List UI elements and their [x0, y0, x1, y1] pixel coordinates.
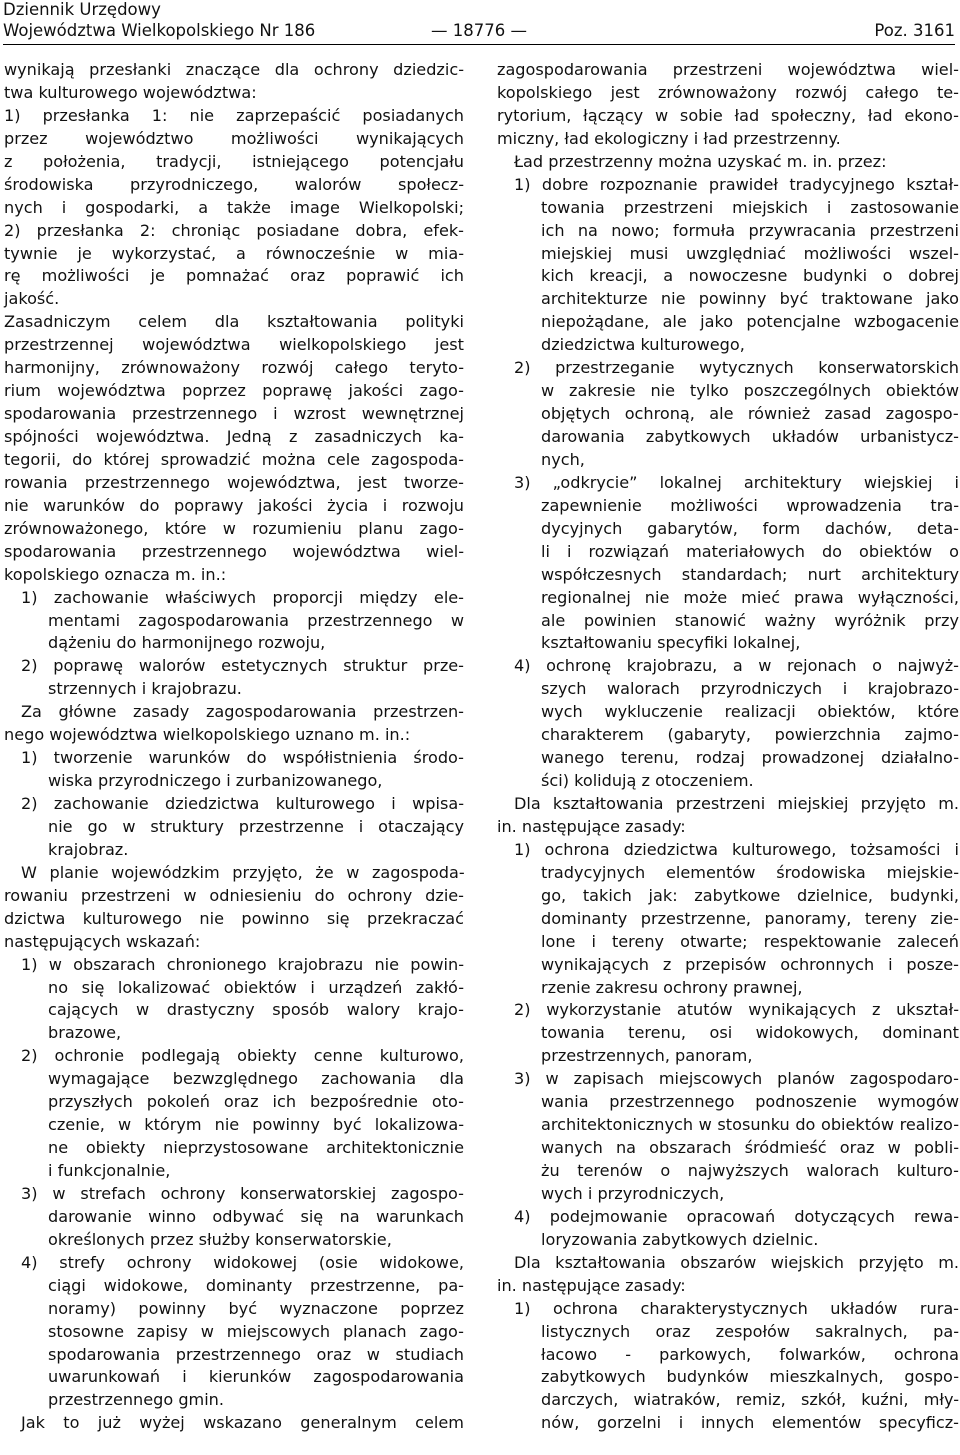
text-line: tegorii, do której sprowadzić można cele zagospoda-: [4, 449, 464, 469]
text-line: czenie, w którym nie powinny być lokalizowa-: [48, 1115, 464, 1135]
voivodeship-issue: Województwa Wielkopolskiego Nr 186: [3, 21, 316, 40]
text-line: jakość.: [4, 289, 60, 309]
text-line: darowanie winno odbywać się na warunkach: [48, 1206, 464, 1226]
text-line: 2) przestrzeganie wytycznych konserwatorskich: [514, 358, 959, 378]
text-line: współczesnych standardach; nurt architektury: [541, 564, 959, 584]
text-line: in. następujące zasady:: [497, 816, 686, 836]
text-line: nych,: [541, 449, 585, 469]
text-line: wych wykluczenie realizacji obiektów, które: [541, 702, 959, 722]
text-line: dominanty przestrzenne, panoramy, tereny zie-: [541, 908, 959, 928]
text-line: regionalnej nie może mieć prawa wyłączności,: [541, 587, 959, 607]
text-line: szych walorach przyrodniczych i krajobrazo-: [541, 679, 959, 699]
text-line: 4) podejmowanie opracowań dotyczących rewa-: [514, 1206, 959, 1226]
text-line: przestrzennych, panoram,: [541, 1046, 753, 1066]
text-line: 2) ochronie podlegają obiekty cenne kulturowo,: [21, 1046, 464, 1066]
text-line: wania przestrzennego podnoszenie wymogów: [541, 1092, 959, 1112]
text-line: in. następujące zasady:: [497, 1275, 686, 1295]
text-line: ich na nowo; formuła przywracania przestrzeni: [541, 220, 959, 240]
header-rule: [3, 44, 955, 45]
text-line: lone i tereny otwarte; respektowanie zaleceń: [541, 931, 959, 951]
text-line: towania przestrzeni miejskich i zastosowanie: [541, 197, 959, 217]
left-text-column: [4, 59, 464, 1435]
text-line: 3) w zapisach miejscowych planów zagospodaro-: [514, 1069, 959, 1089]
text-line: przestrzennego gmin.: [48, 1390, 225, 1410]
text-line: tradycyjnych elementów środowiska miejskie-: [541, 862, 959, 882]
text-line: wych i przyrodniczych,: [541, 1183, 725, 1203]
text-line: zrównoważonego, które w rozumieniu planu zago-: [4, 518, 464, 538]
text-line: w zakresie nie tylko poszczególnych obiektów: [541, 381, 959, 401]
text-line: 2) przesłanka 2: chroniąc posiadane dobra, efek-: [4, 220, 464, 240]
text-line: stosowne zapisy w miejscowych planach zago-: [48, 1321, 464, 1341]
text-line: ne obiekty nieprzystosowane architektonicznie: [48, 1138, 464, 1158]
text-line: Ład przestrzenny można uzyskać m. in. przez:: [514, 151, 887, 171]
right-text-column: [497, 59, 959, 1435]
text-line: twa kulturowego województwa:: [4, 82, 257, 102]
text-line: kopolskiego jest zrównoważony rozwój całego te-: [497, 82, 959, 102]
text-line: wanych na obszarach śródmieść oraz w pobli-: [541, 1138, 959, 1158]
text-line: zagospodarowania przestrzeni województwa wiel-: [497, 60, 959, 79]
text-line: listycznych oraz zespołów sakralnych, pa-: [541, 1321, 959, 1341]
text-line: noramy) powinny być wyznaczone poprzez: [48, 1298, 464, 1318]
text-line: przez województwo możliwości wynikających: [4, 128, 464, 148]
position-number: Poz. 3161: [874, 21, 955, 40]
text-line: kich kreacji, a nowoczesne budynki o dobrej: [541, 266, 959, 286]
text-line: nie warunków do poprawy jakości życia i rozwoju: [4, 495, 464, 515]
text-line: charakterem (gabaryty, powierzchnia zajmo-: [541, 725, 959, 745]
text-line: miejskiej musi uwzględniać możliwości wszel-: [541, 243, 959, 263]
text-line: 1) zachowanie właściwych proporcji między ele-: [21, 587, 464, 607]
text-line: 1) dobre rozpoznanie prawideł tradycyjnego kształ-: [514, 174, 959, 194]
text-line: wynikają przesłanki znaczące dla ochrony dziedzic-: [4, 60, 464, 79]
text-line: przestrzennej województwa wielkopolskiego jest: [4, 335, 464, 355]
text-line: rytorium, łączący w sobie ład społeczny, ład ekono-: [497, 105, 959, 125]
text-line: go, takich jak: zabytkowe dzielnice, budynki,: [541, 885, 959, 905]
text-line: kształtowaniu specyfiki lokalnej,: [541, 633, 801, 653]
text-line: nie go w struktury przestrzenne i otaczający: [48, 816, 464, 836]
text-line: Za główne zasady zagospodarowania przestrzen-: [21, 702, 464, 722]
text-line: uwarunkowań i kierunków zagospodarowania: [48, 1367, 464, 1387]
text-line: nego województwa wielkopolskiego uznano m. in.:: [4, 725, 411, 745]
text-line: wynikających z przepisów ochronnych i posze-: [541, 954, 959, 974]
text-line: harmonijny, zrównoważony rozwój całego teryto-: [4, 358, 464, 378]
text-line: spójności województwa. Jedną z zasadniczych ka-: [4, 427, 464, 446]
text-line: 1) ochrona dziedzictwa kulturowego, tożsamości i: [514, 839, 959, 859]
text-line: 1) tworzenie warunków do współistnienia środo-: [21, 748, 464, 768]
text-line: brazowe,: [48, 1023, 122, 1043]
text-line: tywnie je wykorzystać, a równocześnie w mia-: [4, 243, 464, 263]
text-line: łacowo - parkowych, folwarków, ochrona: [541, 1344, 959, 1364]
text-line: następujących wskazań:: [4, 931, 201, 951]
text-line: 2) zachowanie dziedzictwa kulturowego i wpisa-: [21, 794, 464, 813]
text-line: zabytkowych budynków mieszkalnych, gospo-: [541, 1367, 959, 1387]
text-line: spodarowania przestrzennego oraz w studiach: [48, 1344, 464, 1364]
text-line: 1) w obszarach chronionego krajobrazu nie powin-: [21, 954, 464, 974]
text-line: towania terenu, osi widokowych, dominant: [541, 1023, 959, 1043]
text-line: i funkcjonalnie,: [48, 1161, 171, 1180]
text-line: określonych przez służby konserwatorskie,: [48, 1229, 392, 1249]
text-line: ciągi widokowe, dominanty przestrzenne, pa-: [48, 1275, 464, 1295]
text-line: dziedzictwa kulturowego,: [541, 335, 745, 355]
text-line: kopolskiego oznacza m. in.:: [4, 564, 227, 584]
text-line: li i rozwiązań materiałowych do obiektów o: [541, 541, 959, 561]
text-line: 3) w strefach ochrony konserwatorskiej zagospo-: [21, 1183, 464, 1203]
text-line: 3) „odkrycie” lokalnej architektury wiejskiej i: [514, 472, 959, 492]
text-line: dzictwa kulturowego nie powinno się przekraczać: [4, 908, 464, 928]
text-line: żu terenów o najwyższych walorach kulturo-: [541, 1161, 959, 1180]
text-line: środowiska przyrodniczego, walorów społecz-: [4, 174, 464, 194]
text-line: ale powinien stanowić ważny wyróżnik przy: [541, 610, 959, 630]
text-line: z położenia, tradycji, istniejącego potencjału: [4, 151, 464, 171]
journal-title: Dziennik Urzędowy: [3, 0, 161, 19]
text-line: architektonicznych w stosunku do obiektów realizo-: [541, 1115, 959, 1135]
page-header: [3, 0, 955, 42]
text-line: wiska przyrodniczego i zurbanizowanego,: [48, 771, 383, 791]
text-line: darczych, wiatraków, remiz, szkół, kuźni, mły-: [541, 1390, 959, 1410]
text-line: nych i gospodarki, a także image Wielkopolski;: [4, 197, 464, 217]
text-line: wymagające bezwzględnego zachowania dla: [48, 1069, 464, 1089]
text-line: loryzowania zabytkowych dzielnic.: [541, 1229, 819, 1249]
text-line: 1) ochrona charakterystycznych układów rura-: [514, 1298, 959, 1318]
text-line: Jak to już wyżej wskazano generalnym celem: [21, 1413, 464, 1433]
text-line: W planie wojewódzkim przyjęto, że w zagospoda-: [21, 862, 464, 882]
page-number: — 18776 —: [431, 21, 527, 40]
text-line: ści) kolidują z otoczeniem.: [541, 771, 754, 791]
text-line: objętych ochroną, ale również zasad zagospo-: [541, 404, 959, 424]
text-line: rowaniu przestrzeni w odniesieniu do ochrony dzie-: [4, 885, 464, 905]
text-line: 4) ochronę krajobrazu, a w rejonach o najwyż-: [514, 656, 959, 676]
text-line: cających w drastyczny sposób walory krajo-: [48, 1000, 464, 1020]
text-line: mentami zagospodarowania przestrzennego w: [48, 610, 464, 630]
text-line: Zasadniczym celem dla kształtowania polityki: [4, 312, 464, 332]
text-line: spodarowania przestrzennego województwa wiel-: [4, 541, 464, 561]
text-line: nów, gorzelni i innych elementów specyficz-: [541, 1413, 959, 1433]
text-line: niepożądane, ale jako potencjalne wzbogacenie: [541, 312, 959, 332]
text-line: rę możliwości je pomnażać oraz poprawić ich: [4, 266, 464, 286]
text-line: strzennych i krajobrazu.: [48, 679, 242, 699]
text-line: Dla kształtowania obszarów wiejskich przyjęto m.: [514, 1252, 959, 1272]
text-line: 2) poprawę walorów estetycznych struktur prze-: [21, 656, 464, 676]
text-line: 4) strefy ochrony widokowej (osie widokowe,: [21, 1252, 464, 1272]
text-line: architekturze nie powinny być traktowane jako: [541, 289, 959, 309]
text-line: krajobraz.: [48, 839, 129, 859]
text-line: Dla kształtowania przestrzeni miejskiej przyjęto m.: [514, 794, 959, 813]
text-line: miczny, ład ekologiczny i ład przestrzenny.: [497, 128, 841, 148]
text-line: rium województwa poprzez poprawę jakości zago-: [4, 381, 464, 401]
text-line: 1) przesłanka 1: nie zaprzepaścić posiadanych: [4, 105, 464, 125]
text-line: no się lokalizować obiektów i urządzeń zakłó-: [48, 977, 464, 997]
text-line: spodarowania przestrzennego i wzrost wewnętrznej: [4, 404, 464, 424]
text-line: rzenie zakresu ochrony prawnej,: [541, 977, 803, 997]
text-line: 2) wykorzystanie atutów wynikających z ukształ-: [514, 1000, 959, 1020]
text-line: wanego terenu, rodzaj prowadzonej działalno-: [541, 748, 959, 768]
text-line: dążeniu do harmonijnego rozwoju,: [48, 633, 326, 653]
text-line: darowania zabytkowych układów urbanistycz-: [541, 427, 959, 446]
text-line: rowania przestrzennego województwa, jest tworze-: [4, 472, 464, 492]
text-line: dycyjnych gabarytów, form dachów, deta-: [541, 518, 959, 538]
text-line: zapewnienie możliwości wprowadzenia tra-: [541, 495, 959, 515]
text-line: przyszłych pokoleń oraz ich bezpośrednie oto-: [48, 1092, 464, 1112]
